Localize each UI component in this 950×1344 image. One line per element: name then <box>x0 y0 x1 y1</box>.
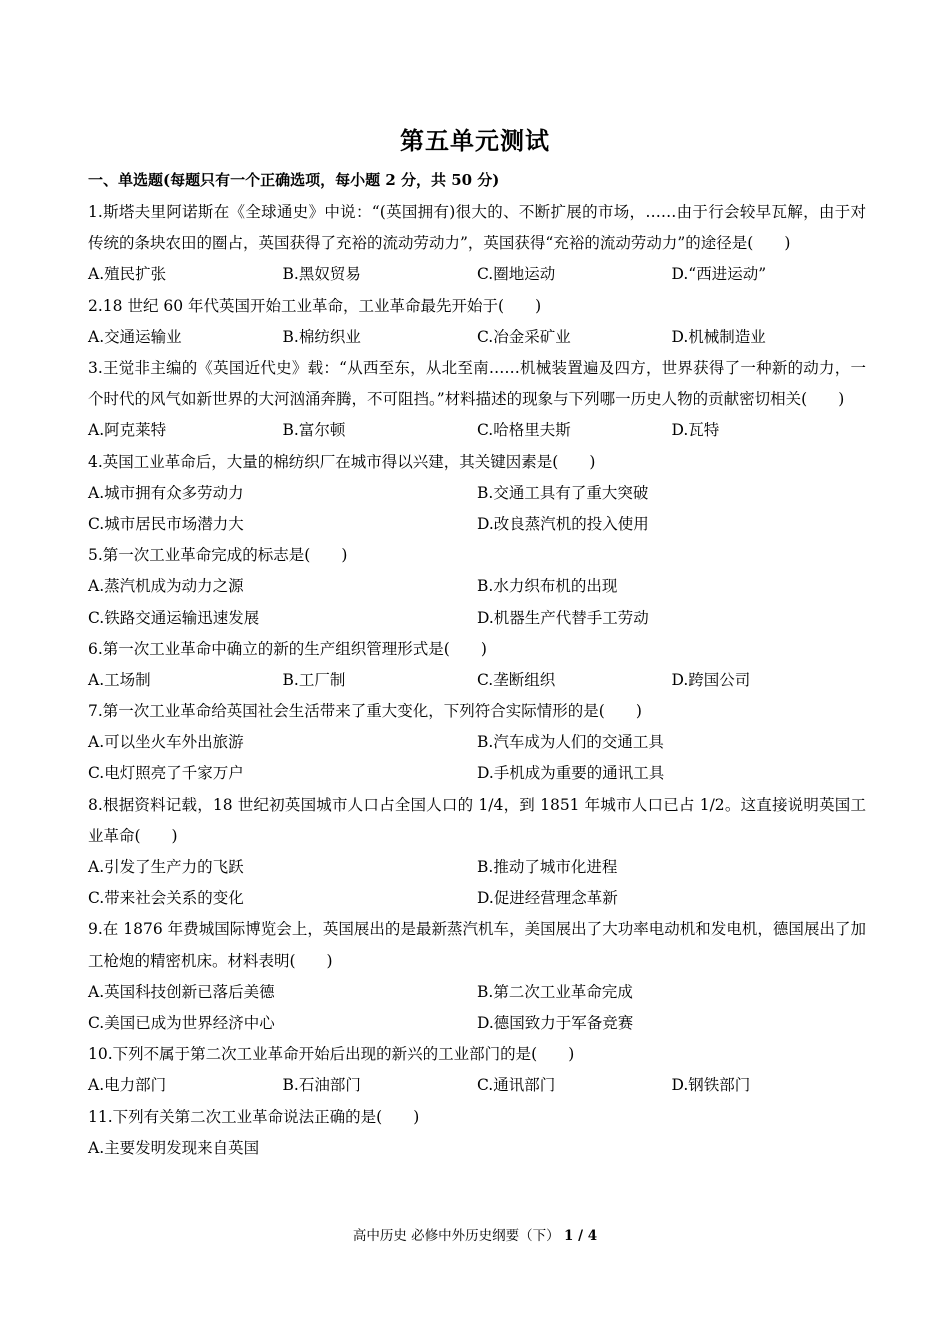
question-8-options-row1 <box>88 852 866 883</box>
option: B.水力织布机的出现 <box>477 577 618 596</box>
question-8-text: 8.根据资料记载，18 世纪初英国城市人口占全国人口的 1/4，到 1851 年城市人口已占 1/2。这直接说明英国工业革命( ) <box>88 795 866 845</box>
question-4-text: 4.英国工业革命后，大量的棉纺织厂在城市得以兴建，其关键因素是( ) <box>88 452 596 471</box>
question-10-options <box>88 1070 866 1101</box>
footer-subject: 高中历史 必修中外历史纲要（下） <box>352 1228 560 1244</box>
question-6-options <box>88 665 866 696</box>
option: C.铁路交通运输迅速发展 <box>88 608 260 627</box>
question-2-text: 2.18 世纪 60 年代英国开始工业革命，工业革命最先开始于( ) <box>88 296 542 315</box>
option: A.英国科技创新已落后美德 <box>88 982 275 1001</box>
question-2-options <box>88 322 866 353</box>
option: D.促进经营理念革新 <box>477 889 618 908</box>
option: B.棉纺织业 <box>282 327 361 346</box>
option: C.城市居民市场潜力大 <box>88 514 244 533</box>
option: D.手机成为重要的通讯工具 <box>477 764 665 783</box>
option: A.蒸汽机成为动力之源 <box>88 577 244 596</box>
option: D.改良蒸汽机的投入使用 <box>477 514 649 533</box>
page-footer <box>0 1224 950 1244</box>
option: A.引发了生产力的飞跃 <box>88 858 244 877</box>
page-title: 第五单元测试 <box>400 126 550 155</box>
option: A.可以坐火车外出旅游 <box>88 733 244 752</box>
option: A.电力部门 <box>88 1076 167 1095</box>
option: D.机器生产代替手工劳动 <box>477 608 649 627</box>
option: D.钢铁部门 <box>671 1076 751 1095</box>
question-4-options-row1 <box>88 478 866 509</box>
option: A.阿克莱特 <box>88 421 167 440</box>
option: B.工厂制 <box>282 670 346 689</box>
question-6-text: 6.第一次工业革命中确立的新的生产组织管理形式是( ) <box>88 639 487 658</box>
option: C.垄断组织 <box>477 670 556 689</box>
question-list <box>88 197 866 1164</box>
option: A.交通运输业 <box>88 327 182 346</box>
option: B.石油部门 <box>282 1076 361 1095</box>
question-1-text: 1.斯塔夫里阿诺斯在《全球通史》中说：“(英国拥有)很大的、不断扩展的市场，……由于行会较早瓦解，由于对传统的条块农田的圈占，英国获得了充裕的流动劳动力”，英国获得“充裕的流动劳动力”的途径是( ) <box>88 203 866 253</box>
option: D.“西进运动” <box>671 265 767 284</box>
option: B.富尔顿 <box>282 421 346 440</box>
option: A.殖民扩张 <box>88 265 167 284</box>
question-10-text: 10.下列不属于第二次工业革命开始后出现的新兴的工业部门的是( ) <box>88 1045 575 1064</box>
option: C.哈格里夫斯 <box>477 421 571 440</box>
question-9-options-row2 <box>88 1008 866 1039</box>
question-5-text: 5.第一次工业革命完成的标志是( ) <box>88 546 348 565</box>
option: C.美国已成为世界经济中心 <box>88 1014 275 1032</box>
option: D.跨国公司 <box>671 670 751 689</box>
option: C.电灯照亮了千家万户 <box>88 764 244 783</box>
option: B.推动了城市化进程 <box>477 858 618 877</box>
question-11-options <box>88 1133 866 1164</box>
option: A.工场制 <box>88 670 151 689</box>
option: C.通讯部门 <box>477 1076 556 1095</box>
option: A.主要发明发现来自英国 <box>88 1138 260 1157</box>
question-11-text: 11.下列有关第二次工业革命说法正确的是( ) <box>88 1107 420 1126</box>
option: B.第二次工业革命完成 <box>477 982 633 1001</box>
question-4-options-row2 <box>88 509 866 540</box>
option: D.机械制造业 <box>671 327 766 346</box>
option: D.瓦特 <box>671 421 720 440</box>
question-5-options-row2 <box>88 603 866 634</box>
question-3-options <box>88 415 866 446</box>
section-heading: 一、单选题(每题只有一个正确选项，每小题 2 分，共 50 分) <box>88 171 500 189</box>
question-7-text: 7.第一次工业革命给英国社会生活带来了重大变化，下列符合实际情形的是( ) <box>88 702 642 721</box>
option: C.带来社会关系的变化 <box>88 889 244 908</box>
question-9-text: 9.在 1876 年费城国际博览会上，英国展出的是最新蒸汽机车，美国展出了大功率电动机和发电机，德国展出了加工枪炮的精密机床。材料表明( ) <box>88 920 866 970</box>
option: C.冶金采矿业 <box>477 327 571 346</box>
question-7-options-row1 <box>88 727 866 758</box>
option: D.德国致力于军备竞赛 <box>477 1014 634 1032</box>
option: B.交通工具有了重大突破 <box>477 483 649 502</box>
question-1-options <box>88 259 866 290</box>
option: B.汽车成为人们的交通工具 <box>477 733 664 752</box>
option: B.黑奴贸易 <box>282 265 361 284</box>
option: C.圈地运动 <box>477 265 556 284</box>
question-8-options-row2 <box>88 883 866 914</box>
question-5-options-row1 <box>88 571 866 602</box>
question-9-options-row1 <box>88 977 866 1008</box>
question-7-options-row2 <box>88 758 866 789</box>
question-3-text: 3.王觉非主编的《英国近代史》载：“从西至东，从北至南……机械装置遍及四方，世界获得了一种新的动力，一个时代的风气如新世界的大河汹涌奔腾，不可阻挡。”材料描述的现象与下列哪一历史人物的贡献密切相关( ) <box>88 358 866 409</box>
option: A.城市拥有众多劳动力 <box>88 483 244 502</box>
page-number: 1 / 4 <box>563 1228 598 1244</box>
